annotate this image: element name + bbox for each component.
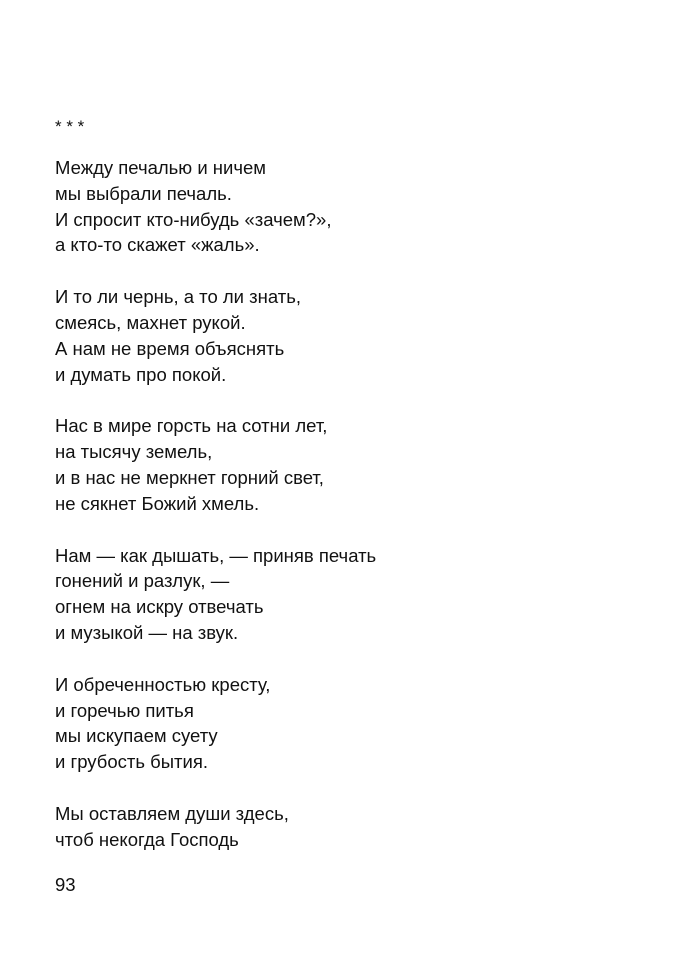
stanza-3: [55, 413, 655, 516]
poem-line: гонений и разлук, —: [55, 570, 230, 592]
poem-line: мы выбрали печаль.: [55, 182, 232, 204]
poem-line: мы искупаем суету: [55, 725, 218, 747]
poem-line: А нам не время объяснять: [55, 337, 285, 359]
poem-line: и думать про покой.: [55, 363, 227, 385]
poem-line: смеясь, махнет рукой.: [55, 311, 246, 333]
stanza-ornament: * * *: [55, 117, 85, 136]
page-number: 93: [55, 874, 76, 895]
poem-line: Нам — как дышать, — приняв печать: [55, 544, 377, 566]
poem-line: И обреченностью кресту,: [55, 673, 271, 695]
poem-line: на тысячу земель,: [55, 441, 213, 463]
poem-line: и горечью питья: [55, 699, 194, 721]
poem-line: чтоб некогда Господь: [55, 828, 239, 850]
poem-line: а кто-то скажет «жаль».: [55, 234, 260, 256]
poem-line: не сякнет Божий хмель.: [55, 492, 260, 514]
poem-line: огнем на искру отвечать: [55, 596, 264, 618]
poem-line: и в нас не меркнет горний свет,: [55, 466, 324, 488]
poem-line: И спросит кто-нибудь «зачем?»,: [55, 208, 332, 230]
stanza-4: [55, 543, 655, 646]
poem-line: и музыкой — на звук.: [55, 621, 239, 643]
poem-line: Нас в мире горсть на сотни лет,: [55, 415, 328, 437]
poem-line: и грубость бытия.: [55, 751, 209, 773]
poem-line: Между печалью и ничем: [55, 157, 266, 178]
poem-line: И то ли чернь, а то ли знать,: [55, 286, 301, 308]
poem-line: Мы оставляем души здесь,: [55, 802, 289, 824]
stanza-2: [55, 284, 655, 387]
stanza-5: [55, 672, 655, 775]
poem-body: [55, 155, 655, 879]
stanza-1: [55, 155, 655, 258]
stanza-6: [55, 801, 655, 853]
